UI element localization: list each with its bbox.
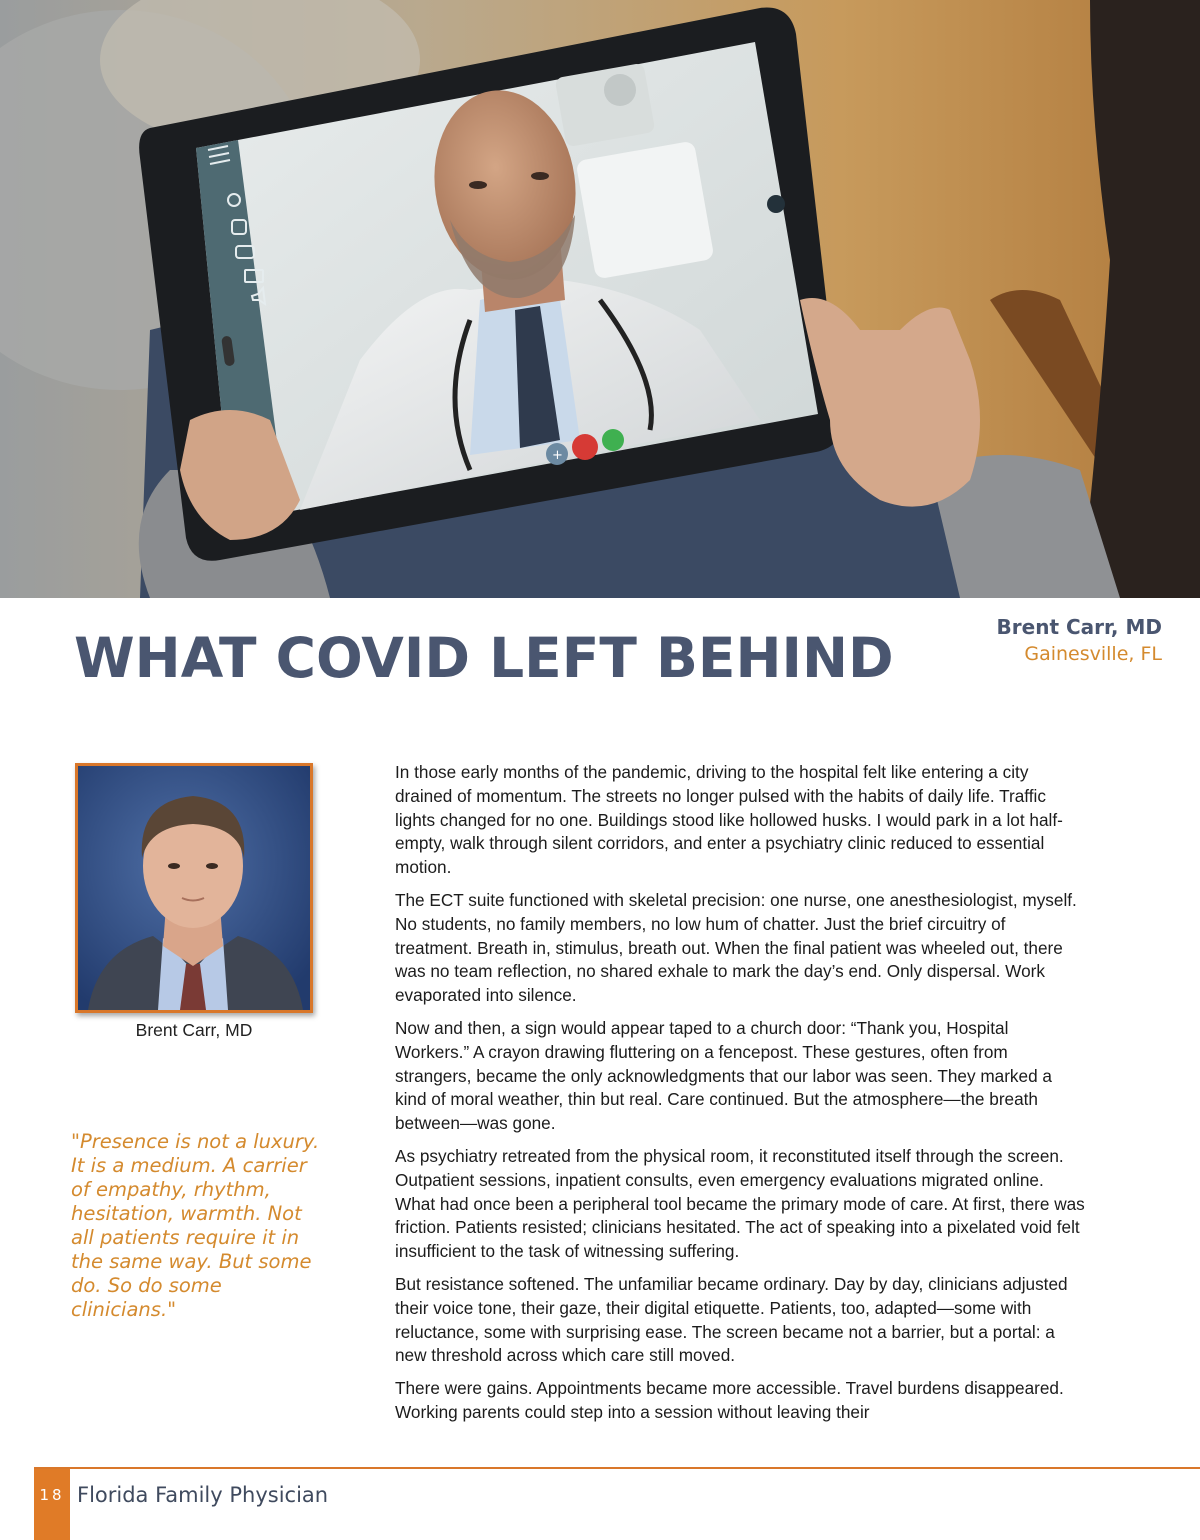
article-paragraph: Now and then, a sign would appear taped to a church door: “Thank you, Hospital Workers.” A crayon drawing fluttering on a fencepost. These gestures, often from strangers, became the only acknowledgments that our labor was seen. They marked a kind of moral weather, thin but real. Care continued. But the atmosphere—the breath between—was gone. — [395, 1017, 1052, 1134]
author-name: Brent Carr, MD — [996, 615, 1162, 639]
author-portrait — [75, 763, 313, 1013]
page-number: 18 — [39, 1486, 65, 1504]
article-paragraph: The ECT suite functioned with skeletal precision: one nurse, one anesthesiologist, myself. No students, no family members, no low hum of chatter. Just the brief circuitry of treatment. Breath in, stimulus, breath out. When the final patient was wheeled out, there was no team reflection, no shared exhale to mark the day’s end. Only dispersal. Work evaporated into silence. — [395, 889, 1077, 1006]
portrait-photo — [78, 766, 310, 1010]
author-location: Gainesville, FL — [1024, 643, 1162, 665]
author-byline — [997, 614, 1162, 668]
article-paragraph: In those early months of the pandemic, driving to the hospital felt like entering a city drained of momentum. The streets no longer pulsed with the habits of daily life. Traffic lights changed for no one. Buildings stood like hollowed husks. I would park in a lot half-empty, walk through silent corridors, and enter a psychiatry clinic reduced to essential motion. — [395, 762, 1063, 878]
article-paragraph: But resistance softened. The unfamiliar became ordinary. Day by day, clinicians adjusted their voice tone, their gaze, their digital etiquette. Patients, too, adapted—some with reluctance, some with surprising ease. The screen became not a barrier, but a portal: a new threshold across which care still moved. — [395, 1273, 1068, 1366]
article-paragraph: There were gains. Appointments became more accessible. Travel burdens disappeared. Working parents could step into a session without leaving their — [395, 1378, 1064, 1422]
pull-quote: "Presence is not a luxury. It is a medium. A carrier of empathy, rhythm, hesitation, warmth. Not all patients require it in the same way. But some do. So do some clinicians." — [71, 1130, 320, 1321]
footer-divider — [34, 1467, 1200, 1469]
telehealth-illustration — [0, 0, 1200, 598]
hero-photo — [0, 0, 1200, 598]
end-call-icon[interactable] — [572, 434, 598, 460]
video-call-icon[interactable] — [602, 429, 624, 451]
page-number-tab — [34, 1469, 70, 1540]
svg-text:+: + — [552, 448, 563, 463]
article-paragraph: As psychiatry retreated from the physical room, it reconstituted itself through the screen. Outpatient sessions, inpatient consults, even emergency evaluations migrated online. What had once been a peripheral tool became the primary mode of care. At first, there was friction. Patients resisted; clinicians hesitated. The act of speaking into a pixelated void felt insufficient to the task of witnessing suffering. — [395, 1145, 1085, 1262]
publication-name: Florida Family Physician — [77, 1483, 329, 1507]
article-body — [395, 761, 1085, 1434]
portrait-caption: Brent Carr, MD — [135, 1020, 253, 1040]
article-title: WHAT COVID LEFT BEHIND — [74, 626, 894, 690]
